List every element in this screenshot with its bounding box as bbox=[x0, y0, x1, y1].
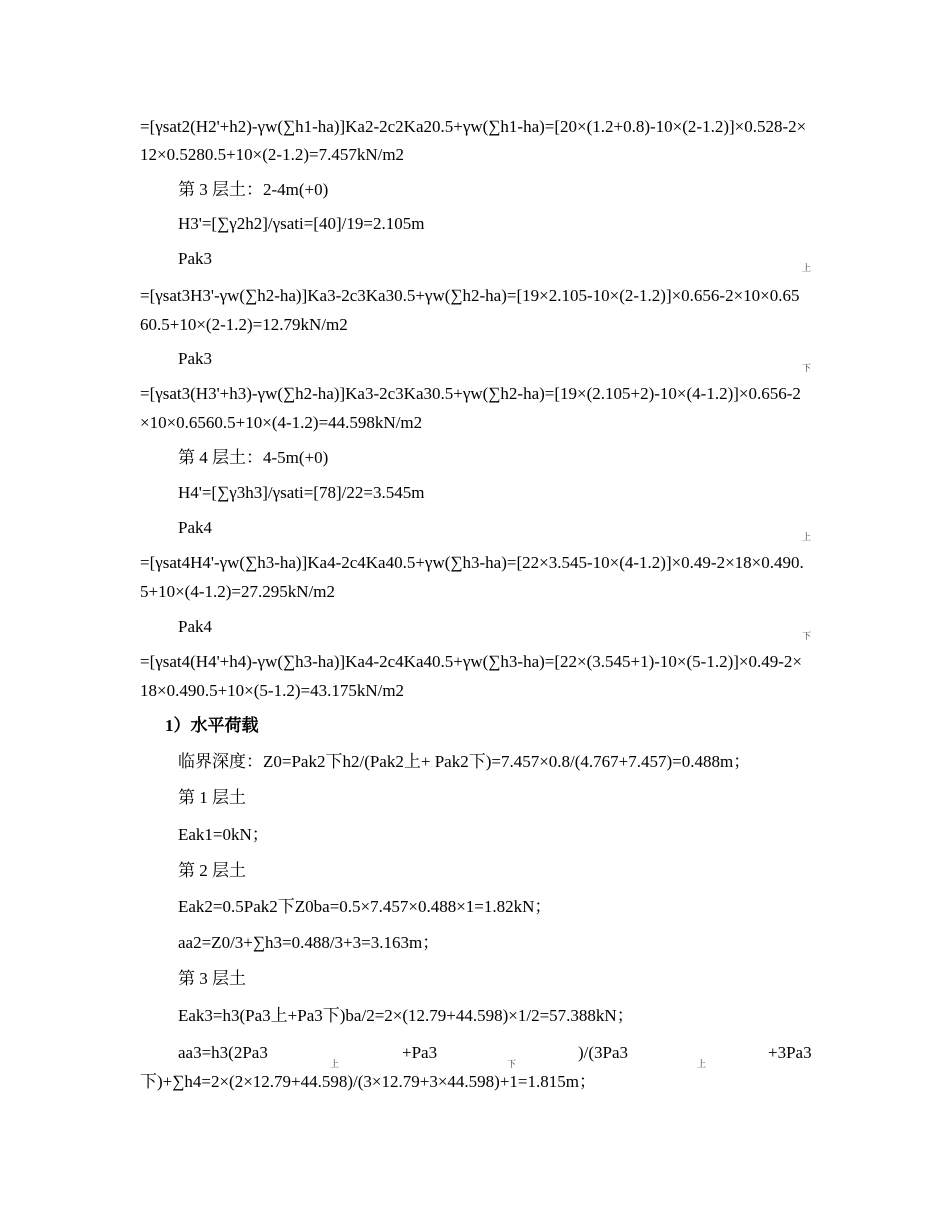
text-line: 第 1 层土 bbox=[178, 788, 246, 807]
text-line: Pak4 bbox=[178, 518, 212, 537]
text-line: Pak4 bbox=[178, 617, 212, 636]
text-line: =[γsat4(H4'+h4)-γw(∑h3-ha)]Ka4-2c4Ka40.5+γw(∑h3-ha)=[22×(3.545+1)-10×(5-1.2)]×0.49-2× bbox=[140, 652, 803, 671]
subscript-mark: 上 bbox=[802, 532, 812, 542]
text-line: 第 4 层土：4-5m(+0) bbox=[178, 448, 329, 467]
section-heading: 1）水平荷载 bbox=[165, 716, 259, 735]
text-line: Eak2=0.5Pak2下Z0ba=0.5×7.457×0.488×1=1.82kN； bbox=[178, 897, 552, 916]
text-line: 5+10×(4-1.2)=27.295kN/m2 bbox=[140, 582, 335, 601]
text-line: Eak1=0kN； bbox=[178, 825, 269, 844]
text-line: )/(3Pa3 bbox=[578, 1043, 629, 1062]
text-line: 下)+∑h4=2×(2×12.79+44.598)/(3×12.79+3×44.598)+1=1.815m； bbox=[140, 1072, 596, 1091]
text-line: 第 2 层土 bbox=[178, 861, 246, 880]
text-line: ×10×0.6560.5+10×(4-1.2)=44.598kN/m2 bbox=[140, 413, 423, 432]
text-line: =[γsat3H3'-γw(∑h2-ha)]Ka3-2c3Ka30.5+γw(∑h2-ha)=[19×2.105-10×(2-1.2)]×0.656-2×10×0.65 bbox=[140, 286, 800, 305]
text-line: 临界深度：Z0=Pak2下h2/(Pak2上+ Pak2下)=7.457×0.8/(4.767+7.457)=0.488m； bbox=[178, 752, 751, 771]
text-line: H4'=[∑γ3h3]/γsati=[78]/22=3.545m bbox=[178, 483, 425, 502]
text-line: =[γsat3(H3'+h3)-γw(∑h2-ha)]Ka3-2c3Ka30.5+γw(∑h2-ha)=[19×(2.105+2)-10×(4-1.2)]×0.656-2 bbox=[140, 384, 801, 403]
text-line: Pak3 bbox=[178, 349, 212, 368]
text-line: 18×0.490.5+10×(5-1.2)=43.175kN/m2 bbox=[140, 681, 405, 700]
text-line: H3'=[∑γ2h2]/γsati=[40]/19=2.105m bbox=[178, 214, 425, 233]
text-line: 第 3 层土：2-4m(+0) bbox=[178, 180, 329, 199]
text-line: +3Pa3 bbox=[768, 1043, 812, 1062]
text-line: =[γsat2(H2'+h2)-γw(∑h1-ha)]Ka2-2c2Ka20.5+γw(∑h1-ha)=[20×(1.2+0.8)-10×(2-1.2)]×0.528-2× bbox=[140, 117, 807, 136]
subscript-mark: 上 bbox=[697, 1059, 707, 1069]
text-line: 12×0.5280.5+10×(2-1.2)=7.457kN/m2 bbox=[140, 145, 405, 164]
subscript-mark: 下 bbox=[507, 1059, 517, 1069]
text-line: aa3=h3(2Pa3 bbox=[178, 1043, 268, 1062]
subscript-mark: 上 bbox=[802, 263, 812, 273]
text-line: aa2=Z0/3+∑h3=0.488/3+3=3.163m； bbox=[178, 933, 440, 952]
text-line: =[γsat4H4'-γw(∑h3-ha)]Ka4-2c4Ka40.5+γw(∑h3-ha)=[22×3.545-10×(4-1.2)]×0.49-2×18×0.490. bbox=[140, 553, 804, 572]
text-line: Pak3 bbox=[178, 249, 212, 268]
subscript-mark: 下 bbox=[802, 363, 812, 373]
text-line: 60.5+10×(2-1.2)=12.79kN/m2 bbox=[140, 315, 348, 334]
text-line: Eak3=h3(Pa3上+Pa3下)ba/2=2×(12.79+44.598)×1/2=57.388kN； bbox=[178, 1006, 634, 1025]
subscript-mark: 下 bbox=[802, 631, 812, 641]
subscript-mark: 上 bbox=[330, 1059, 340, 1069]
text-line: +Pa3 bbox=[402, 1043, 438, 1062]
text-line: 第 3 层土 bbox=[178, 969, 246, 988]
